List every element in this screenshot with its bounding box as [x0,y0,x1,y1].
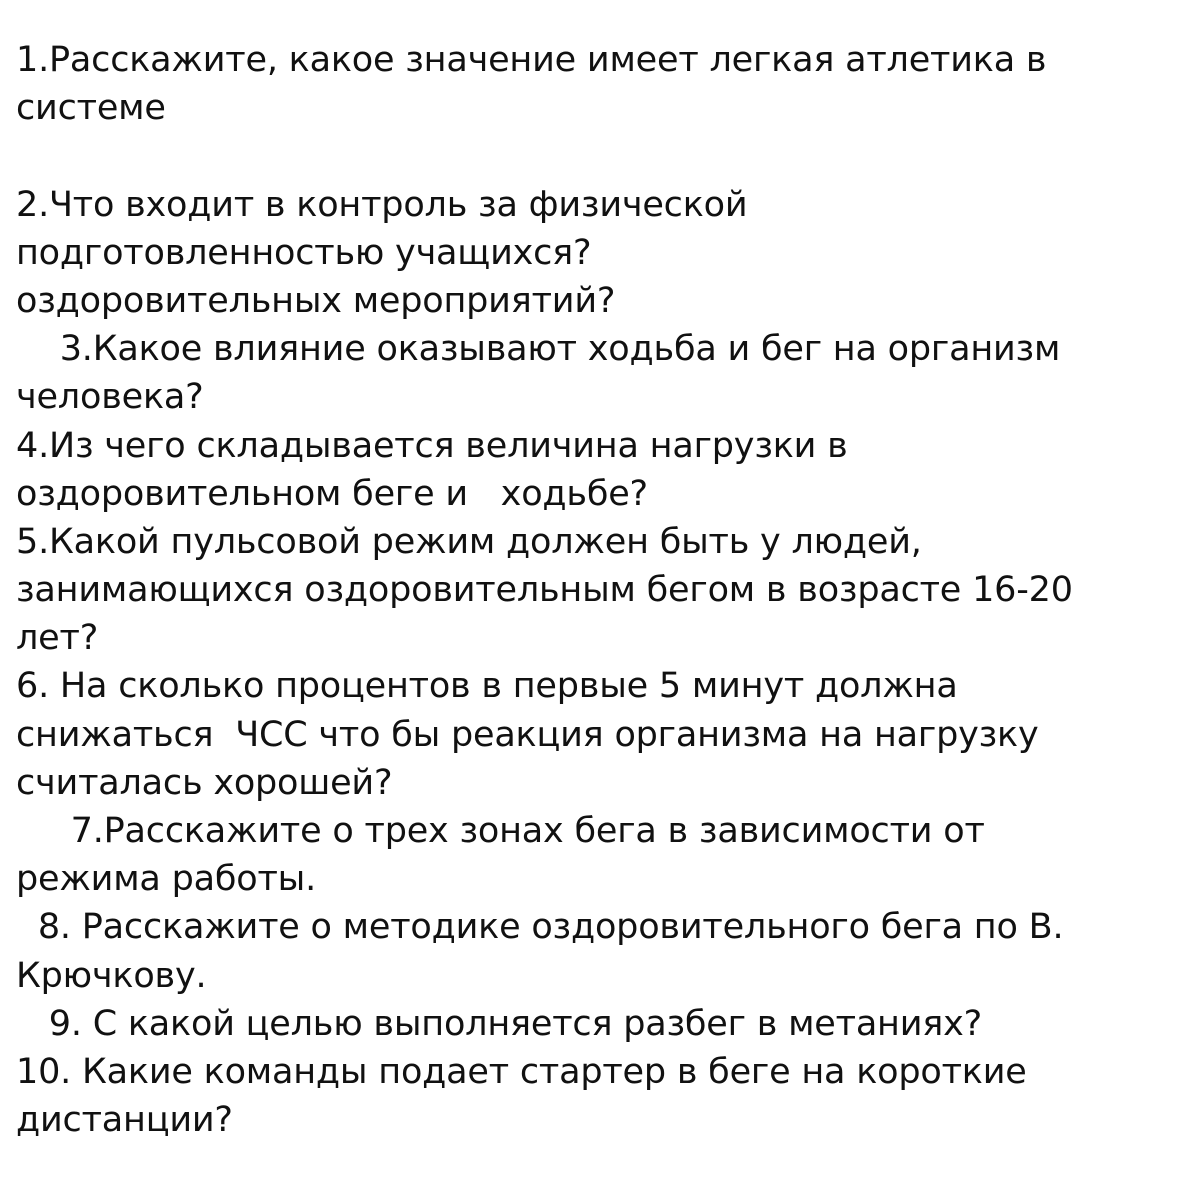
text-line: 6. На сколько процентов в первые 5 минут должна [16,666,958,707]
text-line: 4.Из чего складывается величина нагрузки в [16,425,848,466]
text-line: системе [16,88,166,129]
text-line: Крючкову. [16,955,207,996]
text-line: режима работы. [16,859,317,900]
text-line: 10. Какие команды подает стартер в беге на короткие [16,1051,1027,1092]
text-line: подготовленностью учащихся? [16,232,592,273]
text-line: лет? [16,618,99,659]
blank-line [16,132,1186,180]
text-line: 9. С какой целью выполняется разбег в метаниях? [16,1003,983,1044]
text-line: оздоровительных мероприятий? [16,280,616,321]
text-line: оздоровительном беге и ходьбе? [16,473,648,514]
text-line: 5.Какой пульсовой режим должен быть у людей, [16,521,922,562]
text-line: считалась хорошей? [16,762,393,803]
text-line: снижаться ЧСС что бы реакция организма на нагрузку [16,714,1039,755]
text-line: 7.Расскажите о трех зонах бега в зависимости от [16,811,985,851]
text-line: 1.Расскажите, какое значение имеет легкая атлетика в [16,40,1047,80]
text-line: 2.Что входит в контроль за физической [16,184,748,225]
text-line: 3.Какое влияние оказывают ходьба и бег на организм [16,329,1061,370]
text-line: человека? [16,377,204,418]
text-line: 8. Расскажите о методике оздоровительного бега по В. [16,907,1064,948]
questions-text [16,36,1186,1144]
text-line: занимающихся оздоровительным бегом в возрасте 16-20 [16,570,1073,611]
text-line: дистанции? [16,1100,233,1141]
